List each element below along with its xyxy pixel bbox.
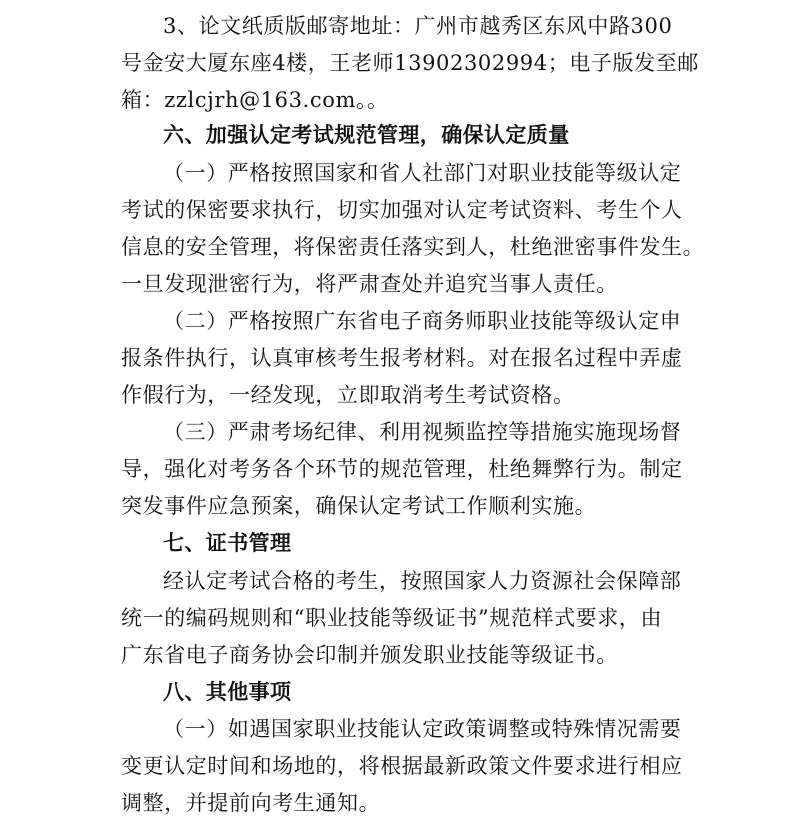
body-text-line: 经认定考试合格的考生，按照国家人力资源社会保障部 [163,569,682,593]
body-text-line: 作假行为，一经发现，立即取消考生考试资格。 [121,383,575,407]
body-text-line: 调整，并提前向考生通知。 [121,791,381,815]
body-text-line: 号金安大厦东座4楼，王老师13902302994；电子版发至邮 [121,51,699,75]
body-text-line: （一）严格按照国家和省人社部门对职业技能等级认定 [163,161,682,185]
section-heading: 八、其他事项 [163,680,292,704]
body-text-line: 广东省电子商务协会印制并颁发职业技能等级证书。 [121,643,618,667]
body-text-line: （二）严格按照广东省电子商务师职业技能等级认定申 [163,309,682,333]
body-text-line: 报条件执行，认真审核考生报考材料。对在报名过程中弄虚 [121,346,683,370]
body-text-line: 考试的保密要求执行，切实加强对认定考试资料、考生个人 [121,198,683,222]
body-text-line: 导，强化对考务各个环节的规范管理，杜绝舞弊行为。制定 [121,457,683,481]
body-text-line: 箱：zzlcjrh@163.com。。 [121,88,389,112]
body-text-line: 信息的安全管理，将保密责任落实到人，杜绝泄密事件发生。 [121,235,705,259]
body-text-line: 统一的编码规则和“职业技能等级证书”规范样式要求，由 [121,606,663,630]
body-text-line: （一）如遇国家职业技能认定政策调整或特殊情况需要 [163,717,682,741]
body-text-line: 3、论文纸质版邮寄地址：广州市越秀区东风中路300 [163,14,673,38]
body-text-line: 突发事件应急预案，确保认定考试工作顺利实施。 [121,494,597,518]
section-heading: 六、加强认定考试规范管理，确保认定质量 [163,123,570,147]
body-text-line: 变更认定时间和场地的，将根据最新政策文件要求进行相应 [121,754,683,778]
body-text-line: 一旦发现泄密行为，将严肃查处并追究当事人责任。 [121,272,618,296]
body-text-line: （三）严肃考场纪律、利用视频监控等措施实施现场督 [163,420,682,444]
section-heading: 七、证书管理 [163,531,292,555]
